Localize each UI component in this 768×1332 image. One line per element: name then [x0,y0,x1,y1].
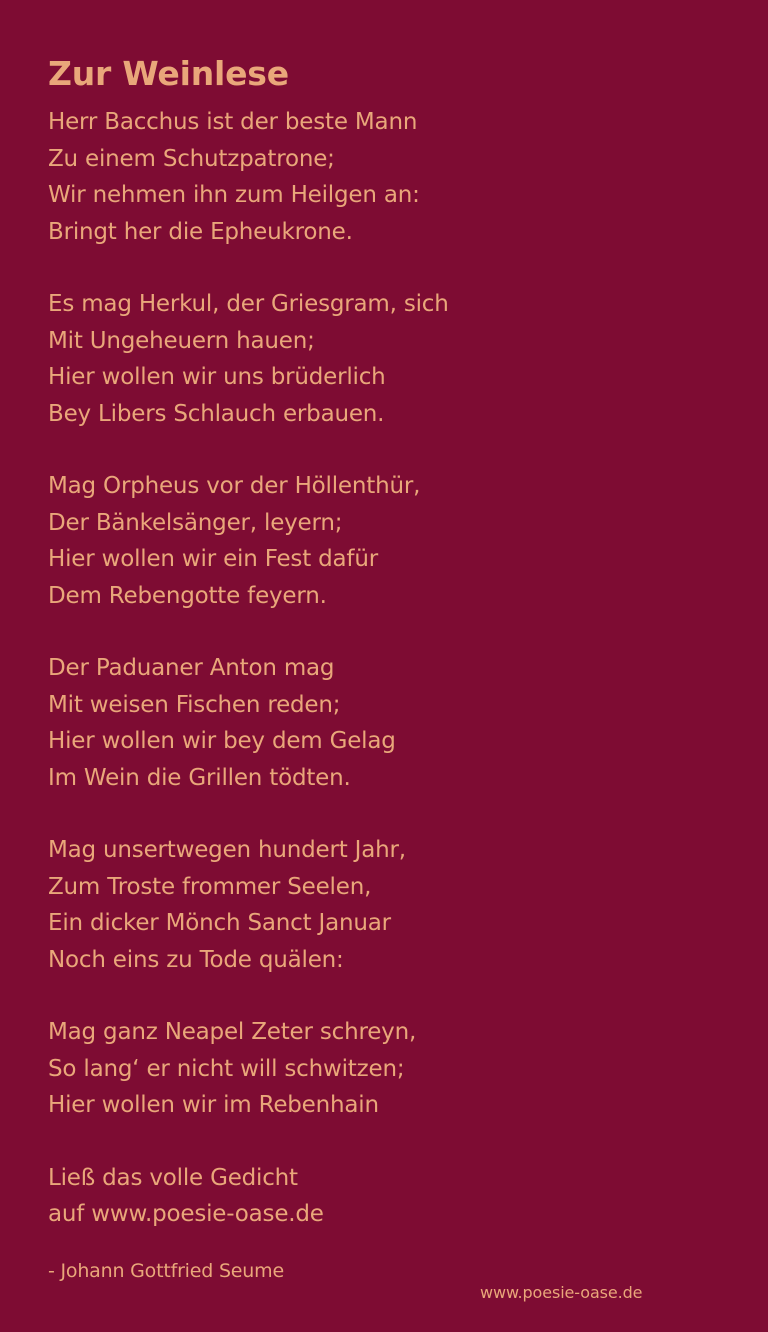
poem-line: Hier wollen wir uns brüderlich [48,364,386,390]
poem-line: Herr Bacchus ist der beste Mann [48,109,418,135]
poem-line: Hier wollen wir bey dem Gelag [48,728,396,754]
watermark-url: www.poesie-oase.de [480,1283,643,1302]
stanza [48,1014,728,1124]
poem-line: Mag unsertwegen hundert Jahr, [48,837,406,863]
stanza [48,468,728,614]
poem-line: So lang‘ er nicht will schwitzen; [48,1055,405,1082]
poem-line: Bey Libers Schlauch erbauen. [48,400,385,427]
poem-card [48,52,728,1269]
poem-line: Es mag Herkul, der Griesgram, sich [48,291,449,317]
poem-line: Noch eins zu Tode quälen: [48,946,344,973]
poem-line: Hier wollen wir im Rebenhain [48,1092,379,1118]
poem-line: Im Wein die Grillen tödten. [48,764,351,791]
poem-line: Ein dicker Mönch Sanct Januar [48,910,391,936]
poem-line: Dem Rebengotte feyern. [48,582,327,609]
poem-line: Der Bänkelsänger, leyern; [48,509,343,536]
cta-line: Ließ das volle Gedicht [48,1164,298,1191]
poem-line: Wir nehmen ihn zum Heilgen an: [48,182,420,208]
poem-author: - Johann Gottfried Seume [48,1260,284,1282]
poem-line: Der Paduaner Anton mag [48,655,335,681]
poem-line: Zum Troste frommer Seelen, [48,873,372,900]
poem-line: Mit weisen Fischen reden; [48,691,341,718]
stanza [48,650,728,796]
poem-line: Hier wollen wir ein Fest dafür [48,546,378,572]
poem-line: Bringt her die Epheukrone. [48,218,353,245]
poem-line: Zu einem Schutzpatrone; [48,145,335,172]
poem-line: Mag Orpheus vor der Höllenthür, [48,473,421,499]
read-full-poem-note [48,1160,728,1233]
cta-line: auf www.poesie-oase.de [48,1201,324,1227]
poem-line: Mit Ungeheuern hauen; [48,327,315,354]
stanza [48,104,728,250]
poem-title: Zur Weinlese [48,54,289,93]
stanza [48,832,728,978]
poem-line: Mag ganz Neapel Zeter schreyn, [48,1019,417,1045]
stanza [48,286,728,432]
